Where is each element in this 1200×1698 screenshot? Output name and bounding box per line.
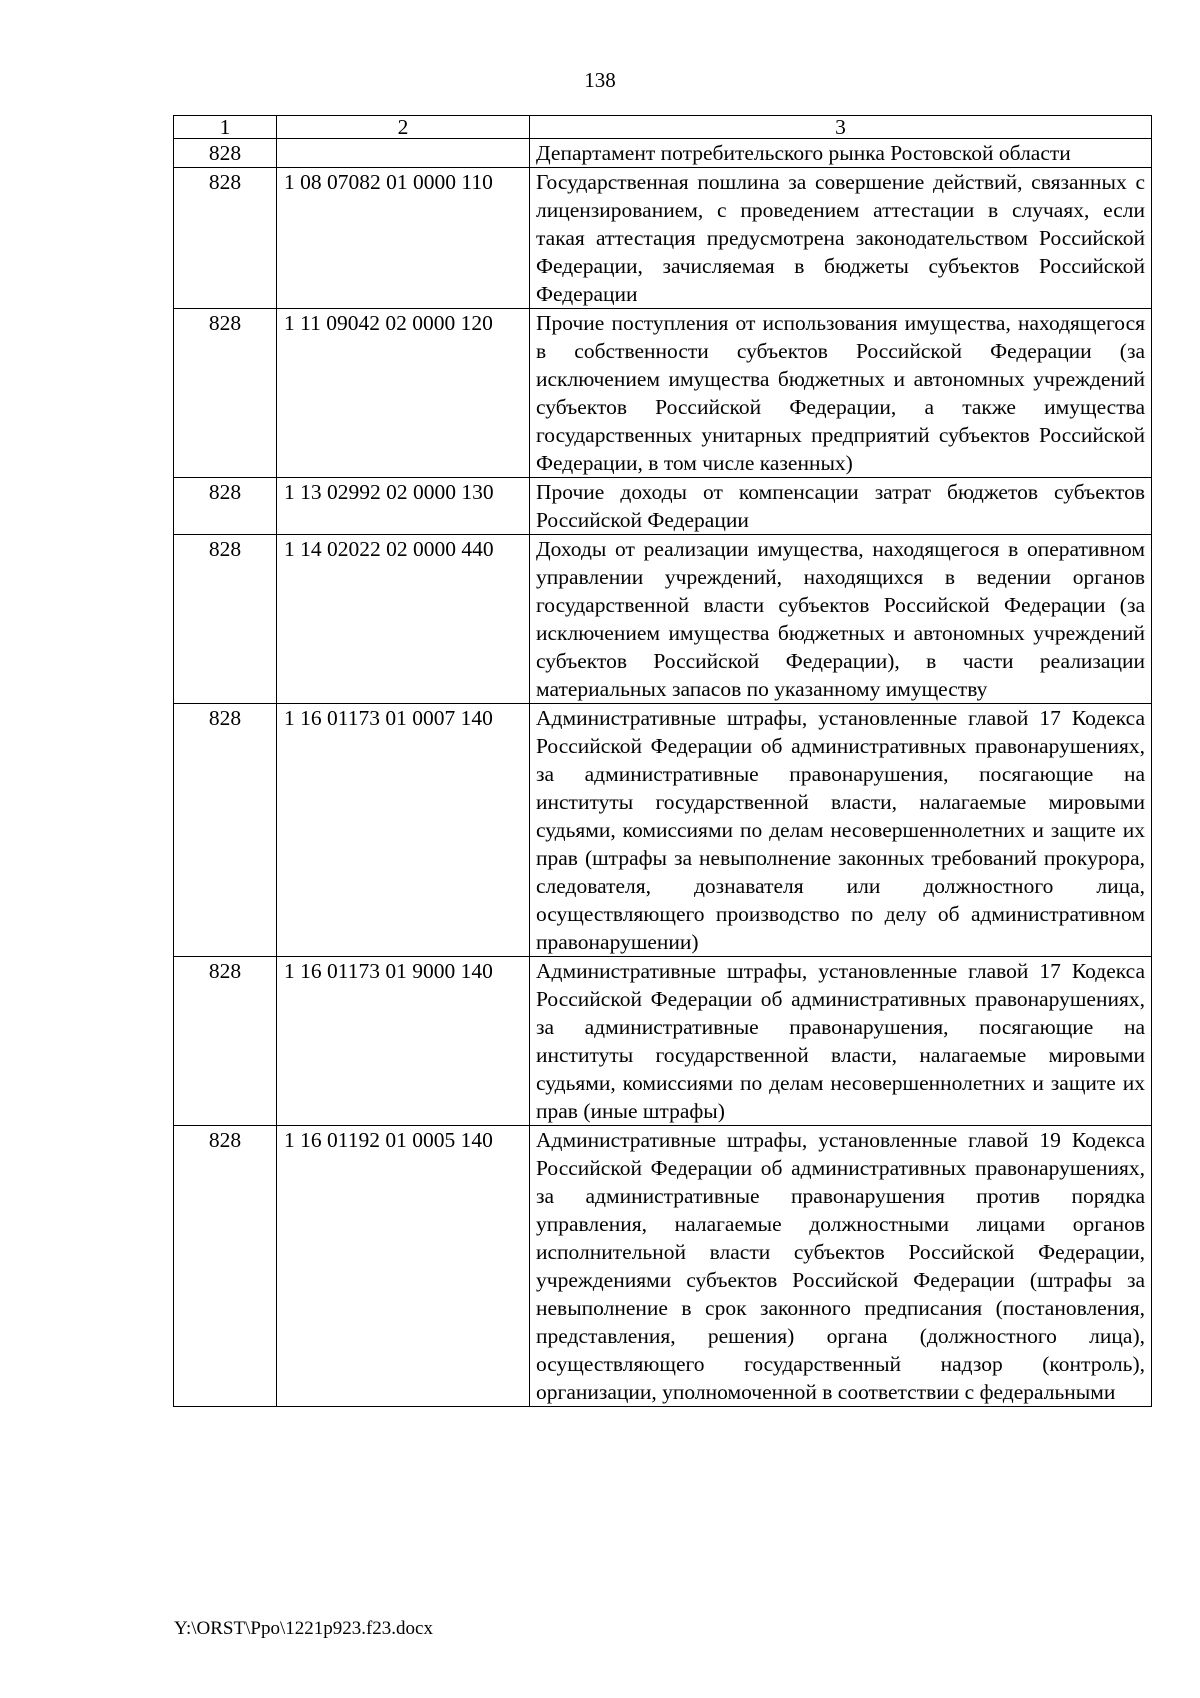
table-row xyxy=(174,478,1152,535)
admin-code-cell: 828 xyxy=(174,139,277,168)
description-cell: Прочие поступления от использования имущества, находящегося в собственности субъектов Российской Федерации (за исключением имущества бюджетных и автономных учреждений субъектов Российской Федерации, а также имущества государственных унитарных предприятий субъектов Российской Федерации, в том числе казенных) xyxy=(530,309,1152,478)
description-cell: Доходы от реализации имущества, находящегося в оперативном управлении учреждений, находящихся в ведении органов государственной власти субъектов Российской Федерации (за исключением имущества бюджетных и автономных учреждений субъектов Российской Федерации), в части реализации материальных запасов по указанному имуществу xyxy=(530,535,1152,704)
description-cell: Департамент потребительского рынка Ростовской области xyxy=(530,139,1152,168)
description-cell: Прочие доходы от компенсации затрат бюджетов субъектов Российской Федерации xyxy=(530,478,1152,535)
file-path-footer: Y:\ORST\Ppo\1221p923.f23.docx xyxy=(174,1618,433,1639)
table-row xyxy=(174,309,1152,478)
header-cell-2: 2 xyxy=(277,116,530,139)
admin-code-cell: 828 xyxy=(174,309,277,478)
income-code-cell: 1 16 01173 01 0007 140 xyxy=(277,704,530,957)
table-row xyxy=(174,1126,1152,1407)
income-code-cell: 1 13 02992 02 0000 130 xyxy=(277,478,530,535)
admin-code-cell: 828 xyxy=(174,535,277,704)
admin-code-cell: 828 xyxy=(174,168,277,309)
description-cell: Административные штрафы, установленные главой 17 Кодекса Российской Федерации об административных правонарушениях, за административные правонарушения, посягающие на институты государственной власти, налагаемые мировыми судьями, комиссиями по делам несовершеннолетних и защите их прав (штрафы за невыполнение законных требований прокурора, следователя, дознавателя или должностного лица, осуществляющего производство по делу об административном правонарушении) xyxy=(530,704,1152,957)
admin-code-cell: 828 xyxy=(174,704,277,957)
table-row xyxy=(174,957,1152,1126)
table-header-row xyxy=(174,116,1152,139)
income-code-cell: 1 11 09042 02 0000 120 xyxy=(277,309,530,478)
header-cell-3: 3 xyxy=(530,116,1152,139)
budget-codes-table xyxy=(173,115,1152,1407)
description-cell: Административные штрафы, установленные главой 17 Кодекса Российской Федерации об административных правонарушениях, за административные правонарушения, посягающие на институты государственной власти, налагаемые мировыми судьями, комиссиями по делам несовершеннолетних и защите их прав (иные штрафы) xyxy=(530,957,1152,1126)
description-cell: Административные штрафы, установленные главой 19 Кодекса Российской Федерации об административных правонарушениях, за административные правонарушения против порядка управления, налагаемые должностными лицами органов исполнительной власти субъектов Российской Федерации, учреждениями субъектов Российской Федерации (штрафы за невыполнение в срок законного предписания (постановления, представления, решения) органа (должностного лица), осуществляющего государственный надзор (контроль), организации, уполномоченной в соответствии с федеральными xyxy=(530,1126,1152,1407)
table-row xyxy=(174,168,1152,309)
table-row xyxy=(174,139,1152,168)
header-cell-1: 1 xyxy=(174,116,277,139)
income-code-cell: 1 14 02022 02 0000 440 xyxy=(277,535,530,704)
income-code-cell: 1 16 01173 01 9000 140 xyxy=(277,957,530,1126)
income-code-cell: 1 16 01192 01 0005 140 xyxy=(277,1126,530,1407)
admin-code-cell: 828 xyxy=(174,478,277,535)
income-code-cell xyxy=(277,139,530,168)
income-code-cell: 1 08 07082 01 0000 110 xyxy=(277,168,530,309)
admin-code-cell: 828 xyxy=(174,957,277,1126)
admin-code-cell: 828 xyxy=(174,1126,277,1407)
table-row xyxy=(174,535,1152,704)
table-row xyxy=(174,704,1152,957)
description-cell: Государственная пошлина за совершение действий, связанных с лицензированием, с проведением аттестации в случаях, если такая аттестация предусмотрена законодательством Российской Федерации, зачисляемая в бюджеты субъектов Российской Федерации xyxy=(530,168,1152,309)
page-number: 138 xyxy=(584,68,616,92)
